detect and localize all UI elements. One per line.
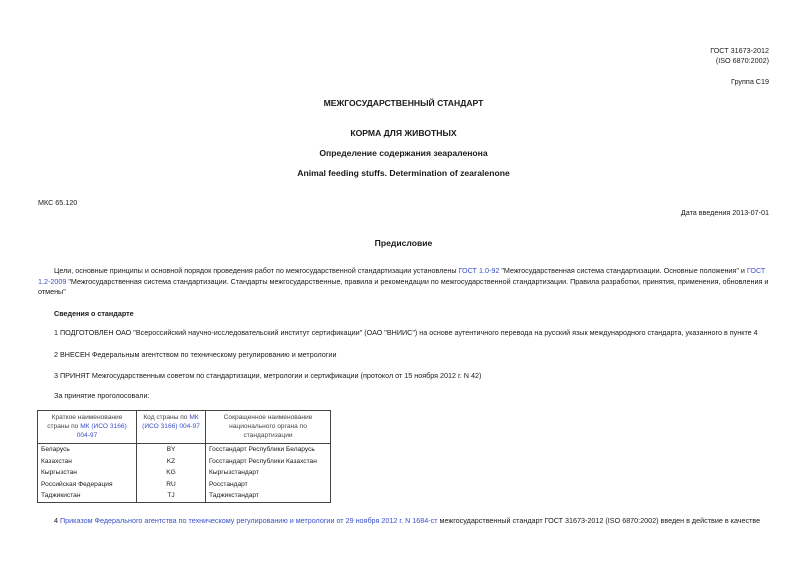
header-body: Сокращенное наименование национального органа по стандартизации [206,411,331,444]
item-4-enacted [54,516,760,527]
item-3-adopted: 3 ПРИНЯТ Межгосударственным советом по стандартизации, метрологии и сертификации (протокол от 15 ноября 2012 г. N 42) [54,371,482,380]
mk-iso-3166-code-link[interactable]: МК (ИСО 3166) 004-97 [142,414,200,430]
preface-heading: Предисловие [374,238,433,248]
standard-info-heading: Сведения о стандарте [54,309,134,318]
cell-body: Таджикстандарт [206,490,331,502]
cell-code: RU [137,479,206,491]
mk-iso-3166-link[interactable]: МК (ИСО 3166) 004-97 [76,423,127,439]
item-1-prepared: 1 ПОДГОТОВЛЕН ОАО "Всероссийский научно-исследовательский институт сертификации" (ОАО "ВНИИС") на основе аутентичного перевода на русский язык международного стандарта, указанного в пункте 4 [54,328,758,337]
cell-code: BY [137,444,206,456]
header-country: Краткое наименование страны по МК (ИСО 3166) 004-97 [38,411,137,444]
document-title: КОРМА ДЛЯ ЖИВОТНЫХ [350,128,457,138]
preface-text-3: "Межгосударственная система стандартизации. Стандарты межгосударственные, правила и рекомендации по межгосударственной стандартизации. Правила разработки, принятия, применения, обновления и [66,276,769,286]
cell-body: Кыргызстандарт [206,467,331,479]
group-label: Группа С19 [731,77,769,86]
iso-reference: (ISO 6870:2002) [715,56,769,65]
cell-country: Беларусь [38,444,137,456]
cell-country: Российская Федерация [38,479,137,491]
voting-table [37,410,331,503]
table-row [38,479,331,491]
cell-code: KG [137,467,206,479]
subtitle-ru: Определение содержания зеараленона [319,148,488,158]
effective-date: Дата введения 2013-07-01 [680,208,769,217]
cell-code: TJ [137,490,206,502]
item-2-introduced: 2 ВНЕСЕН Федеральным агентством по техническому регулированию и метрологии [54,350,337,359]
preface-text-2: "Межгосударственная система стандартизации. Основные положения" и [499,266,747,275]
gost-1-0-92-link[interactable]: ГОСТ 1.0-92 [458,266,500,275]
table-row [38,456,331,468]
cell-country: Таджикистан [38,490,137,502]
cell-body: Госстандарт Республики Казахстан [206,456,331,468]
cell-body: Росстандарт [206,479,331,491]
table-row [38,467,331,479]
item-4-prefix: 4 [54,516,60,525]
table-row [38,444,331,456]
cell-country: Кыргызстан [38,467,137,479]
cell-country: Казахстан [38,456,137,468]
voted-label: За принятие проголосовали: [54,391,150,400]
document-code: ГОСТ 31673-2012 [710,46,769,55]
preface-text-1: Цели, основные принципы и основной порядок проведения работ по межгосударственной стандартизации установлены [54,266,459,275]
header-code: Код страны по МК (ИСО 3166) 004-97 [137,411,206,444]
table-row [38,490,331,502]
gost-1-2-2009-link-part1[interactable]: ГОСТ [746,266,766,275]
rosstandart-order-link[interactable]: Приказом Федерального агентства по техническому регулированию и метрологии от 29 ноября 2012 г. N 1684-ст [60,516,438,525]
standard-type-title: МЕЖГОСУДАРСТВЕННЫЙ СТАНДАРТ [323,98,484,108]
mks-code: МКС 65.120 [38,198,78,207]
preface-paragraph [38,266,773,298]
cell-body: Госстандарт Республики Беларусь [206,444,331,456]
gost-1-2-2009-link-part2[interactable]: 1.2-2009 [38,276,67,286]
table-header-row [38,411,331,444]
subtitle-en: Animal feeding stuffs. Determination of zearalenone [297,168,510,178]
preface-text-4: отмены" [38,287,66,296]
cell-code: KZ [137,456,206,468]
item-4-text: межгосударственный стандарт ГОСТ 31673-2012 (ISO 6870:2002) введен в действие в качестве [437,516,761,525]
